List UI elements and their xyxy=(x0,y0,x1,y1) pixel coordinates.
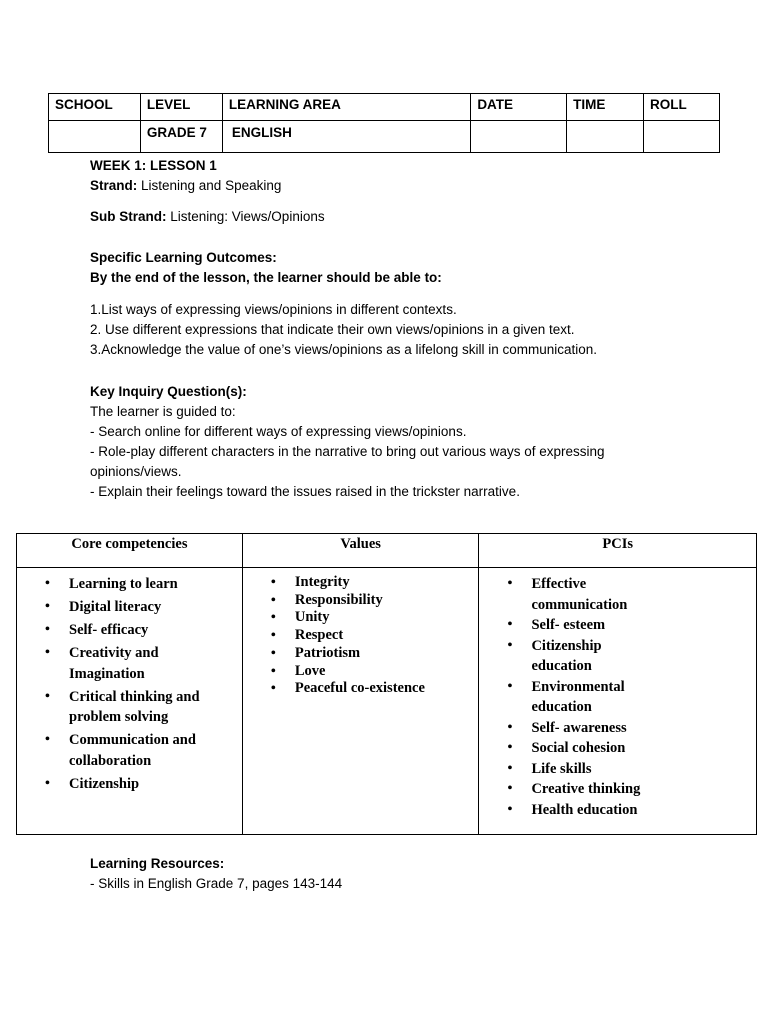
list-item: • Effective communication xyxy=(479,574,641,615)
resource-item: - Skills in English Grade 7, pages 143-144 xyxy=(90,876,343,891)
lesson-header-table xyxy=(48,93,720,153)
list-item: • Learning to learn xyxy=(17,574,242,595)
header-learning-area-value: ENGLISH xyxy=(222,121,470,153)
header-level-value: GRADE 7 xyxy=(140,121,222,153)
week-lesson-title: WEEK 1: LESSON 1 xyxy=(90,158,217,173)
list-item: • Responsibility xyxy=(243,592,479,610)
substrand-block xyxy=(90,207,710,227)
header-level-label: LEVEL xyxy=(140,94,222,121)
list-item: • Creative thinking xyxy=(479,779,756,800)
core-competencies-list xyxy=(17,568,242,794)
list-item: • Integrity xyxy=(243,574,479,592)
substrand-value: Listening: Views/Opinions xyxy=(166,209,325,224)
inquiry-heading: Key Inquiry Question(s): xyxy=(90,384,247,399)
pcis-cell xyxy=(479,568,757,835)
pcis-header: PCIs xyxy=(479,534,757,568)
list-item: • Social cohesion xyxy=(479,738,756,759)
outcome-item: 3.Acknowledge the value of one’s views/opinions as a lifelong skill in communication. xyxy=(90,342,598,357)
list-item: • Self- efficacy xyxy=(17,620,242,641)
core-competencies-header: Core competencies xyxy=(17,534,243,568)
list-item: • Love xyxy=(243,663,479,681)
list-item: • Environmental education xyxy=(479,677,641,718)
list-item: • Critical thinking and problem solving xyxy=(17,687,209,728)
strand-label: Strand: xyxy=(90,178,138,193)
list-item: • Communication and collaboration xyxy=(17,730,209,771)
outcomes-heading-block xyxy=(90,248,710,288)
list-item: • Life skills xyxy=(479,759,756,780)
header-learning-area-label: LEARNING AREA xyxy=(222,94,470,121)
competencies-body-row xyxy=(17,568,757,835)
strand-value: Listening and Speaking xyxy=(137,178,282,193)
list-item: • Self- esteem xyxy=(479,615,756,636)
header-date-value xyxy=(471,121,567,153)
values-list xyxy=(243,568,479,698)
header-row-values xyxy=(49,121,720,153)
substrand-label: Sub Strand: xyxy=(90,209,167,224)
lesson-info xyxy=(90,156,710,196)
values-cell xyxy=(242,568,479,835)
outcomes-intro: By the end of the lesson, the learner should be able to: xyxy=(90,270,442,285)
header-row-labels xyxy=(49,94,720,121)
list-item: • Self- awareness xyxy=(479,718,756,739)
competencies-table xyxy=(16,533,757,835)
list-item: • Digital literacy xyxy=(17,597,242,618)
list-item: • Health education xyxy=(479,800,756,821)
inquiry-item: - Role-play different characters in the narrative to bring out various ways of expressing opinions/views. xyxy=(90,444,605,479)
header-time-value xyxy=(567,121,644,153)
substrand-line xyxy=(90,207,710,227)
values-header: Values xyxy=(242,534,479,568)
list-item: • Citizenship xyxy=(17,774,242,795)
resources-block xyxy=(90,854,710,894)
outcome-item: 1.List ways of expressing views/opinions in different contexts. xyxy=(90,302,457,317)
outcomes-list xyxy=(90,300,710,360)
outcome-item: 2. Use different expressions that indicate their own views/opinions in a given text. xyxy=(90,322,575,337)
list-item: • Respect xyxy=(243,627,479,645)
strand-line xyxy=(90,176,710,196)
list-item: • Creativity and Imagination xyxy=(17,643,179,684)
pcis-list xyxy=(479,568,756,820)
header-roll-label: ROLL xyxy=(644,94,720,121)
header-time-label: TIME xyxy=(567,94,644,121)
list-item: • Unity xyxy=(243,609,479,627)
header-school-label: SCHOOL xyxy=(49,94,141,121)
inquiry-block xyxy=(90,382,630,502)
resources-heading: Learning Resources: xyxy=(90,856,225,871)
inquiry-item: - Explain their feelings toward the issues raised in the trickster narrative. xyxy=(90,484,520,499)
competencies-header-row xyxy=(17,534,757,568)
inquiry-item: - Search online for different ways of expressing views/opinions. xyxy=(90,424,467,439)
header-school-value xyxy=(49,121,141,153)
list-item: • Patriotism xyxy=(243,645,479,663)
list-item: • Citizenship education xyxy=(479,636,641,677)
core-competencies-cell xyxy=(17,568,243,835)
outcomes-heading: Specific Learning Outcomes: xyxy=(90,250,277,265)
list-item: • Peaceful co-existence xyxy=(243,680,479,698)
header-roll-value xyxy=(644,121,720,153)
header-date-label: DATE xyxy=(471,94,567,121)
inquiry-intro: The learner is guided to: xyxy=(90,404,236,419)
